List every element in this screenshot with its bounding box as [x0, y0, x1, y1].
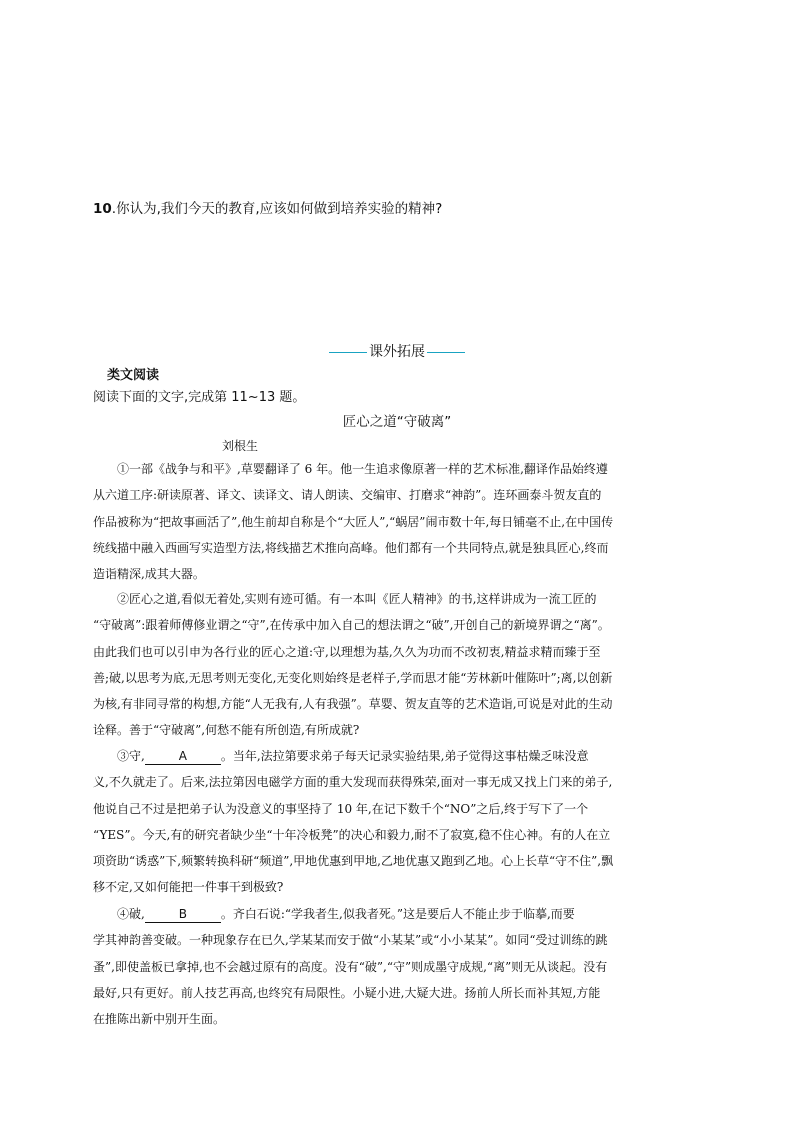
heading-rule-right: [427, 352, 465, 353]
paragraph-line: 为核,有非同寻常的构想,方能“人无我有,人有我强”。草婴、贺友直等的艺术造诣,可说是对此的生动: [93, 697, 613, 712]
paragraph-prefix: ③守,: [117, 749, 145, 763]
blank-a: A: [145, 748, 221, 765]
paragraph-line: 从六道工序:研读原著、译文、读译文、请人朗读、交编审、打磨求“神韵”。连环画泰斗贺友直的: [93, 488, 602, 503]
paragraph-line: 最好,只有更好。前人技艺再高,也终究有局限性。小疑小进,大疑大进。扬前人所长而补其短,方能: [93, 985, 601, 1000]
paragraph-line: 义,不久就走了。后来,法拉第因电磁学方面的重大发现而获得殊荣,面对一事无成又找上门来的弟子,: [93, 775, 613, 790]
paragraph-2: [93, 586, 705, 744]
paragraph-line: 诠释。善于“守破离”,何愁不能有所创造,有所成就?: [93, 723, 360, 738]
paragraph-prefix: ④破,: [117, 907, 145, 921]
question-text: .你认为,我们今天的教育,应该如何做到培养实验的精神?: [111, 201, 443, 217]
section-heading-text: 课外拓展: [369, 344, 425, 360]
paragraph-line: 善;破,以思考为底,无思考则无变化,无变化则始终是老样子,学而思才能“芳林新叶催陈叶”;离,以创新: [93, 670, 613, 685]
section-heading: [0, 341, 794, 361]
paragraph-line: ②匠心之道,看似无着处,实则有迹可循。有一本叫《匠人精神》的书,这样讲成为一流工匠的: [117, 592, 597, 606]
paragraph-line: ①一部《战争与和平》,草婴翻译了 6 年。他一生追求像原著一样的艺术标准,翻译作品始终遵: [117, 462, 608, 476]
paragraph-line: “守破离”:跟着师傅修业谓之“守”,在传承中加入自己的想法谓之“破”,开创自己的新境界谓之“离”。: [93, 618, 610, 633]
paragraph-line: 项资助“诱惑”下,频繁转换科研“频道”,甲地优惠到甲地,乙地优惠又跑到乙地。心上长草“守不住”,飘: [93, 854, 614, 869]
blank-b: B: [145, 906, 221, 923]
question-10: [93, 197, 442, 217]
paragraph-line: 作品被称为“把故事画活了”,他生前却自称是个“大匠人”,“蜗居”闹市数十年,每日铺毫不止,在中国传: [93, 514, 614, 529]
paragraph-line: “YES”。今天,有的研究者缺少坐“十年冷板凳”的决心和毅力,耐不了寂寞,稳不住心神。有的人在立: [93, 827, 611, 842]
paragraph-line: 移不定,又如何能把一件事干到极致?: [93, 880, 284, 895]
heading-rule-left: [329, 352, 367, 353]
paragraph-line: [93, 743, 705, 769]
section-subheading: 类文阅读: [107, 368, 160, 383]
paragraph-line: 由此我们也可以引申为各行业的匠心之道:守,以理想为基,久久为功而不改初衷,精益求精而臻于至: [93, 644, 601, 659]
question-number: 10: [93, 201, 112, 217]
paragraph-line: 学其神韵善变破。一种现象存在已久,学某某而安于做“小某某”或“小小某某”。如同“受过训练的跳: [93, 933, 608, 948]
paragraph-line: 他说自己不过是把弟子认为没意义的事坚持了 10 年,在记下数千个“NO”之后,终于写下了一个: [93, 801, 589, 816]
paragraph-text: 。齐白石说:“学我者生,似我者死。”这是要后人不能止步于临摹,而要: [220, 907, 575, 921]
paragraph-line: [93, 901, 705, 927]
paragraph-line: 造诣精深,成其大器。: [93, 567, 205, 582]
paragraph-4: [93, 901, 705, 1032]
paragraph-line: 在推陈出新中别开生面。: [93, 1012, 226, 1027]
paragraph-line: 统线描中融入西画写实造型方法,将线描艺术推向高峰。他们都有一个共同特点,就是独具匠心,终而: [93, 540, 609, 555]
reading-instruction: 阅读下面的文字,完成第 11~13 题。: [93, 390, 306, 405]
paragraph-text: 。当年,法拉第要求弟子每天记录实验结果,弟子觉得这事枯燥乏味没意: [220, 749, 589, 763]
paragraph-line: 蚤”,即使盖板已拿掉,也不会越过原有的高度。没有“破”,“守”则成墨守成规,“离”则无从谈起。没有: [93, 959, 608, 974]
article-title: 匠心之道“守破离”: [342, 414, 452, 430]
paragraph-3: [93, 743, 705, 901]
article-author: 刘根生: [222, 439, 259, 453]
paragraph-1: [93, 456, 705, 587]
